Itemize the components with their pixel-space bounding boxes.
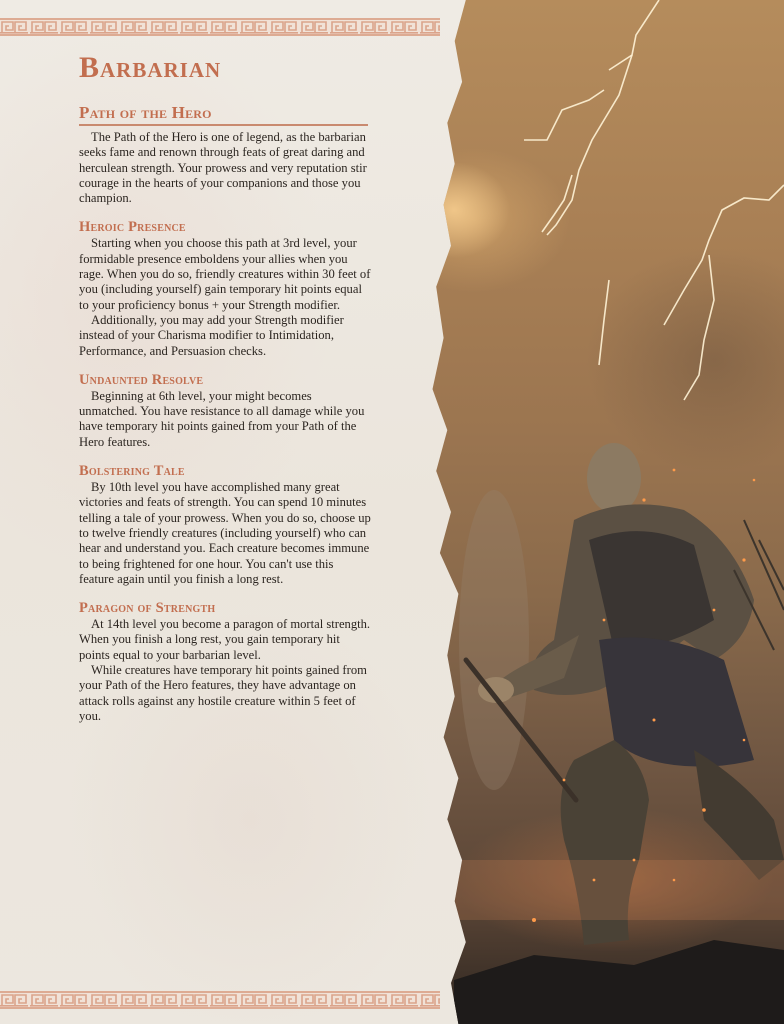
feature-paragraph: Beginning at 6th level, your might becomes unmatched. You have resistance to all damage while you have temporary hit points gained from your Path of the Hero features.	[79, 388, 365, 449]
feature-heading-heroic-presence: Heroic Presence	[79, 219, 186, 236]
intro-block	[79, 130, 371, 206]
intro-paragraph: The Path of the Hero is one of legend, as the barbarian seeks fame and renown through feats of great daring and herculean strength. Your prowess and very reputation stir courage in the hearts of your companions and those you champion.	[79, 130, 367, 206]
lightning-bolt-icon	[609, 0, 659, 70]
feature-heading-undaunted-resolve: Undaunted Resolve	[79, 371, 204, 388]
text-column	[79, 50, 371, 724]
feature-heading-paragon-of-strength: Paragon of Strength	[79, 600, 216, 617]
subclass-heading: Path of the Hero	[79, 102, 368, 126]
feature-paragraph: Additionally, you may add your Strength modifier instead of your Charisma modifier to Intimidation, Performance, and Persuasion checks.	[79, 312, 344, 358]
feature-paragraph: By 10th level you have accomplished many great victories and feats of strength. You can spend 10 minutes telling a tale of your prowess. When you do so, choose up to twelve friendly creatures (including yourself) who can hear and understand you. Each creature becomes immune to being frightened for one hour. You can't use this feature again until you finish a long rest.	[79, 480, 371, 586]
feature-paragraph: At 14th level you become a paragon of mortal strength. When you finish a long rest, you gain temporary hit points equal to your barbarian level.	[79, 617, 371, 662]
feature-paragraph: While creatures have temporary hit points gained from your Path of the Hero features, they have advantage on attack rolls against any hostile creature within 5 feet of you.	[79, 663, 367, 723]
feature-heading-bolstering-tale: Bolstering Tale	[79, 463, 185, 480]
page-title: Barbarian	[79, 51, 222, 84]
greek-key-border-top	[0, 18, 440, 36]
greek-key-border-bottom	[0, 991, 440, 1009]
feature-paragraph: Starting when you choose this path at 3rd level, your formidable presence emboldens your allies when you rage. When you do so, friendly creatures within 30 feet of you (including yourself) gain temporary hit points equal to your proficiency bonus + your Strength modifier.	[79, 236, 371, 312]
warrior-artwork	[414, 0, 784, 1024]
